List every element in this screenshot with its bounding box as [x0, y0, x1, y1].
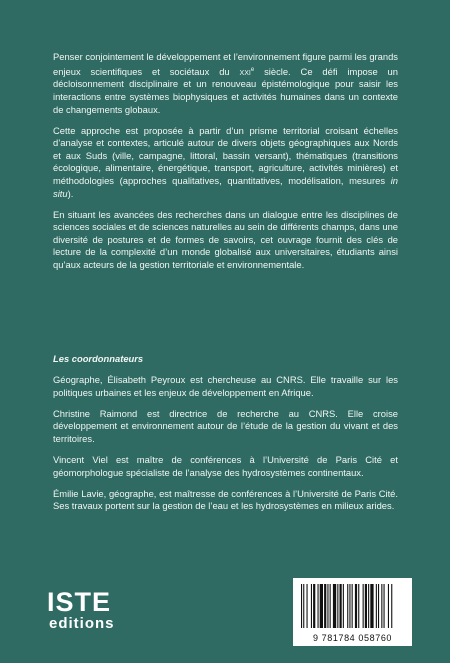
century-superscript: e [250, 66, 255, 73]
barcode-bar [318, 584, 319, 628]
barcode-bar [358, 584, 359, 628]
coordinator-bio: Émilie Lavie, géographe, est maîtresse de conférences à l’Université de Paris Cité. Ses travaux portent sur la gestion de l’eau et les hydrosystèmes en milieux arides. [53, 487, 398, 512]
coordinators-heading: Les coordonnateurs [53, 353, 144, 364]
barcode-bar [307, 584, 308, 628]
barcode-bar [370, 584, 373, 628]
barcode-bar [388, 584, 389, 628]
isbn-number: 9 781784 058760 [312, 633, 393, 643]
summary-text [53, 51, 398, 280]
barcode-bar [355, 584, 357, 628]
coordinator-bio: Vincent Viel est maître de conférences à l’Université de Paris Cité et géomorphologue spécialiste de l’analyse des hydrosystèmes continentaux. [53, 454, 398, 478]
barcode-bar [327, 584, 328, 628]
barcode-bar [303, 584, 304, 628]
barcode-bar [337, 584, 338, 628]
barcode-bar [324, 584, 326, 628]
summary-paragraph-1-end: siècle. Ce défi impose un décloisonnement disciplinaire et un renouveau épistémologique pour saisir les interactions entre systèmes biophysiques et activités humaines dans un contexte de changements globaux. [53, 65, 398, 115]
barcode-bar [352, 584, 353, 628]
logo-editions-text: editions [49, 615, 115, 632]
barcode-bar [384, 584, 385, 628]
barcode-bar [313, 584, 315, 628]
barcode-icon [293, 578, 412, 632]
summary-paragraph-3: En situant les avancées des recherches dans un dialogue entre les disciplines de sciences sociales et de sciences naturelles au sein de différents champs, dans une diversité de postures et de formes de savoirs, cet ouvrage fournit des clés de lecture de la complexité d’un monde globalisé aux universitaires, étudiants ainsi qu’aux acteurs de la gestion territoriale et environnementale. [53, 208, 398, 271]
summary-paragraph-1-text: Penser conjointement le développement et l’environnement figure parmi les grands enjeux scientifiques et sociétaux du [53, 51, 398, 77]
barcode-bar [343, 584, 344, 628]
coordinators-section [53, 353, 398, 521]
barcode-bar [333, 584, 336, 628]
summary-paragraph-1 [53, 51, 398, 116]
barcode-bar [365, 584, 367, 628]
barcode-bar [349, 584, 350, 628]
coordinator-bio: Géographe, Élisabeth Peyroux est chercheuse au CNRS. Elle travaille sur les politiques urbaines et les enjeux de développement en Afrique. [53, 374, 398, 398]
summary-paragraph-2 [53, 125, 398, 201]
summary-paragraph-2-end: ). [67, 187, 74, 199]
barcode-bar [368, 584, 369, 628]
barcode-bar [378, 584, 379, 628]
summary-italic-term: in situ [53, 174, 398, 199]
coordinator-bio: Christine Raimond est directrice de recherche au CNRS. Elle croise développement et environnement autour de l’étude de la gestion du vivant et des territoires. [53, 407, 398, 444]
barcode-bar [340, 584, 342, 628]
barcode-bar [320, 584, 323, 628]
barcode-bar [301, 584, 302, 628]
barcode-bar [363, 584, 364, 628]
barcode-bar [330, 584, 331, 628]
barcode-bar [311, 584, 312, 628]
barcode-bar [376, 584, 377, 628]
publisher-logo [47, 588, 147, 636]
isbn-barcode [293, 578, 412, 646]
barcode-bar [391, 584, 392, 628]
century-numeral: xxi [239, 65, 251, 77]
barcode-bar [347, 584, 348, 628]
logo-iste-text: ISTE [47, 587, 112, 617]
summary-paragraph-2-text: Cette approche est proposée à partir d’un prisme territorial croisant échelles d’analyse et contextes, articulé autour de divers objets géographiques aux Nords et aux Suds (ville, campagne, littoral, bassin versant), thématiques (transitions écologique, alimentaire, énergétique, transport, agriculture, activités minières) et méthodologies (approches qualitatives, quantitatives, modélisation, mesures [53, 124, 398, 186]
barcode-bar [381, 584, 382, 628]
